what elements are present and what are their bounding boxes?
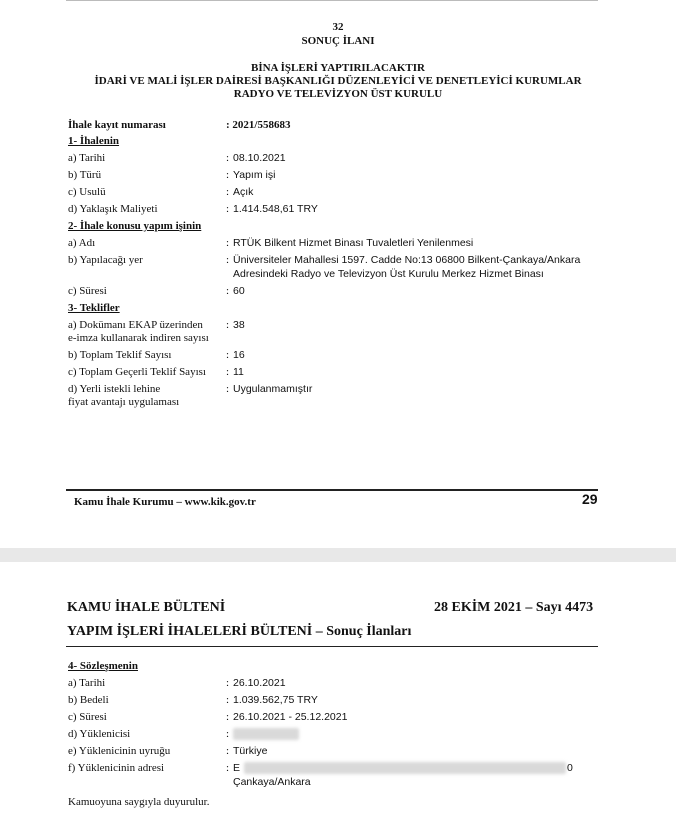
s2-label-a: a) Adı bbox=[68, 237, 96, 249]
colon: : bbox=[226, 762, 230, 774]
s1-value-c: Açık bbox=[233, 186, 254, 198]
s4-value-c: 26.10.2021 - 25.12.2021 bbox=[233, 711, 348, 723]
section-title: SONUÇ İLANI bbox=[301, 35, 375, 47]
s1-value-d: 1.414.548,61 TRY bbox=[233, 203, 318, 215]
s4-value-f-start: E bbox=[233, 762, 241, 774]
colon: : bbox=[226, 383, 230, 395]
section-2-title: 2- İhale konusu yapım işinin bbox=[68, 220, 202, 232]
s1-label-d: d) Yaklaşık Maliyeti bbox=[68, 203, 158, 215]
s1-label-c: c) Usulü bbox=[68, 186, 106, 198]
closing-text: Kamuoyuna saygıyla duyurulur. bbox=[68, 796, 210, 808]
colon: : bbox=[226, 237, 230, 249]
colon: : bbox=[226, 186, 230, 198]
colon: : bbox=[226, 711, 230, 723]
colon: : bbox=[226, 254, 230, 266]
s3-value-a: 38 bbox=[233, 319, 245, 331]
heading-line-2: İDARİ VE MALİ İŞLER DAİRESİ BAŞKANLIĞI DÜZENLEYİCİ VE DENETLEYİCİ KURUMLAR bbox=[94, 75, 582, 87]
s4-label-d: d) Yüklenicisi bbox=[68, 728, 131, 740]
page-2 bbox=[0, 562, 676, 817]
heading-line-1: BİNA İŞLERİ YAPTIRILACAKTIR bbox=[250, 62, 425, 74]
page-number-top: 32 bbox=[332, 21, 344, 33]
s4-label-a: a) Tarihi bbox=[68, 677, 106, 689]
s2-value-b-line1: Üniversiteler Mahallesi 1597. Cadde No:13 06800 Bilkent-Çankaya/Ankara bbox=[233, 254, 581, 266]
redacted-contractor-address bbox=[244, 762, 566, 774]
ikn-label: İhale kayıt numarası bbox=[68, 119, 166, 131]
bulletin-title: KAMU İHALE BÜLTENİ bbox=[67, 600, 226, 615]
colon: : bbox=[226, 285, 230, 297]
s1-value-a: 08.10.2021 bbox=[233, 152, 286, 164]
colon: : bbox=[226, 319, 230, 331]
s3-value-b: 16 bbox=[233, 349, 245, 361]
section-1-title: 1- İhalenin bbox=[68, 135, 120, 147]
colon: : bbox=[226, 745, 230, 757]
s3-label-c: c) Toplam Geçerli Teklif Sayısı bbox=[68, 366, 206, 378]
s3-label-a-line1: a) Dokümanı EKAP üzerinden bbox=[68, 319, 203, 331]
s2-value-c: 60 bbox=[233, 285, 245, 297]
heading-line-3: RADYO VE TELEVİZYON ÜST KURULU bbox=[233, 88, 443, 100]
ikn-value: : 2021/558683 bbox=[226, 119, 291, 131]
bulletin-subtitle: YAPIM İŞLERİ İHALELERİ BÜLTENİ – Sonuç İlanları bbox=[67, 624, 412, 639]
s1-value-b: Yapım işi bbox=[233, 169, 276, 181]
s3-label-b: b) Toplam Teklif Sayısı bbox=[68, 349, 172, 361]
s1-label-a: a) Tarihi bbox=[68, 152, 106, 164]
s3-label-a-line2: e-imza kullanarak indiren sayısı bbox=[68, 332, 209, 344]
footer-page-number: 29 bbox=[582, 491, 598, 507]
s1-label-b: b) Türü bbox=[68, 169, 102, 181]
section-3-title: 3- Teklifler bbox=[68, 302, 120, 314]
page-top-border bbox=[66, 0, 598, 1]
footer-left[interactable] bbox=[74, 495, 256, 509]
section-4-title: 4- Sözleşmenin bbox=[68, 660, 138, 672]
s4-value-e: Türkiye bbox=[233, 745, 268, 757]
colon: : bbox=[226, 677, 230, 689]
s4-label-f: f) Yüklenicinin adresi bbox=[68, 762, 165, 774]
colon: : bbox=[226, 366, 230, 378]
s4-value-f-line2: Çankaya/Ankara bbox=[233, 776, 311, 788]
colon: : bbox=[226, 349, 230, 361]
s2-label-c: c) Süresi bbox=[68, 285, 107, 297]
colon: : bbox=[226, 203, 230, 215]
page-gap bbox=[0, 548, 676, 562]
s3-label-d-line2: fiyat avantajı uygulaması bbox=[68, 396, 180, 408]
header-rule bbox=[66, 646, 598, 647]
colon: : bbox=[226, 728, 230, 740]
s2-value-a: RTÜK Bilkent Hizmet Binası Tuvaletleri Yenilenmesi bbox=[233, 237, 474, 249]
s4-value-b: 1.039.562,75 TRY bbox=[233, 694, 318, 706]
s3-value-d: Uygulanmamıştır bbox=[233, 383, 313, 395]
s3-label-d-line1: d) Yerli istekli lehine bbox=[68, 383, 161, 395]
colon: : bbox=[226, 694, 230, 706]
s2-value-b-line2: Adresindeki Radyo ve Televizyon Üst Kurulu Merkez Hizmet Binası bbox=[233, 268, 544, 280]
s2-label-b: b) Yapılacağı yer bbox=[68, 254, 143, 266]
s4-label-e: e) Yüklenicinin uyruğu bbox=[68, 745, 171, 757]
bulletin-date: 28 EKİM 2021 – Sayı 4473 bbox=[434, 600, 594, 615]
colon: : bbox=[226, 152, 230, 164]
footer-rule bbox=[66, 489, 598, 491]
s4-value-a: 26.10.2021 bbox=[233, 677, 286, 689]
footer-left-text: Kamu İhale Kurumu – www.kik.gov.tr bbox=[74, 496, 256, 508]
s3-value-c: 11 bbox=[233, 366, 244, 378]
s4-value-f-end: 0 bbox=[567, 762, 573, 774]
colon: : bbox=[226, 169, 230, 181]
redacted-contractor-name bbox=[233, 728, 299, 740]
s4-label-b: b) Bedeli bbox=[68, 694, 109, 706]
s4-label-c: c) Süresi bbox=[68, 711, 107, 723]
